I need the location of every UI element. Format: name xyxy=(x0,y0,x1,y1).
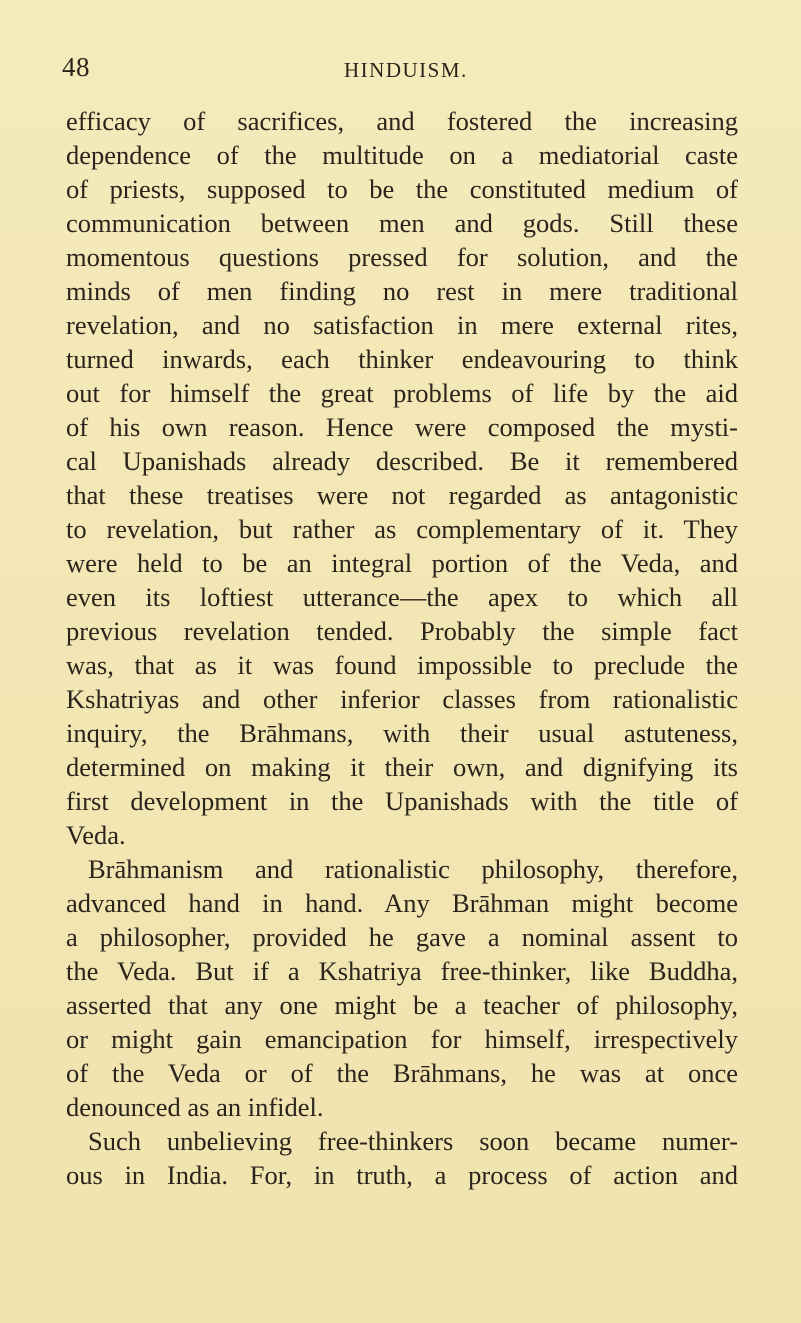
text-line: inquiry, the Brāhmans, with their usual astuteness, xyxy=(66,718,738,748)
text-line: previous revelation tended. Probably the simple fact xyxy=(66,616,738,646)
paragraph-start-line: Brāhmanism and rationalistic philosophy, therefore, xyxy=(88,854,738,884)
text-line: minds of men finding no rest in mere traditional xyxy=(66,276,738,306)
text-line: asserted that any one might be a teacher of philosophy, xyxy=(66,990,738,1020)
text-line: turned inwards, each thinker endeavouring to think xyxy=(66,344,738,374)
text-line: first development in the Upanishads with the title of xyxy=(66,786,738,816)
paragraph-start-line: Such unbelieving free-thinkers soon became numer- xyxy=(88,1126,738,1156)
text-line: communication between men and gods. Still these xyxy=(66,208,738,238)
text-line: were held to be an integral portion of the Veda, and xyxy=(66,548,738,578)
text-line: cal Upanishads already described. Be it remembered xyxy=(66,446,738,476)
page-number: 48 xyxy=(62,52,90,82)
paragraph-end-line: Veda. xyxy=(66,820,126,850)
text-line: that these treatises were not regarded as antagonistic xyxy=(66,480,738,510)
text-line: Kshatriyas and other inferior classes from rationalistic xyxy=(66,684,738,714)
text-line: or might gain emancipation for himself, irrespectively xyxy=(66,1024,738,1054)
text-line: the Veda. But if a Kshatriya free-thinker, like Buddha, xyxy=(66,956,738,986)
paragraph-end-line: denounced as an infidel. xyxy=(66,1092,324,1122)
text-line: momentous questions pressed for solution, and the xyxy=(66,242,738,272)
text-line: determined on making it their own, and dignifying its xyxy=(66,752,738,782)
text-line: to revelation, but rather as complementary of it. They xyxy=(66,514,738,544)
text-line: even its loftiest utterance—the apex to which all xyxy=(66,582,738,612)
text-line: advanced hand in hand. Any Brāhman might become xyxy=(66,888,738,918)
text-line: of his own reason. Hence were composed the mysti- xyxy=(66,412,738,442)
text-line: of priests, supposed to be the constituted medium of xyxy=(66,174,738,204)
body-text xyxy=(66,104,738,1192)
text-line: efficacy of sacrifices, and fostered the increasing xyxy=(66,106,738,136)
page-header xyxy=(62,52,737,92)
text-line: a philosopher, provided he gave a nominal assent to xyxy=(66,922,738,952)
text-line: revelation, and no satisfaction in mere external rites, xyxy=(66,310,738,340)
text-line: was, that as it was found impossible to preclude the xyxy=(66,650,738,680)
text-line: out for himself the great problems of life by the aid xyxy=(66,378,738,408)
text-line: dependence of the multitude on a mediatorial caste xyxy=(66,140,738,170)
running-head: HINDUISM. xyxy=(344,58,468,82)
text-line: ous in India. For, in truth, a process of action and xyxy=(66,1160,738,1190)
text-line: of the Veda or of the Brāhmans, he was at once xyxy=(66,1058,738,1088)
